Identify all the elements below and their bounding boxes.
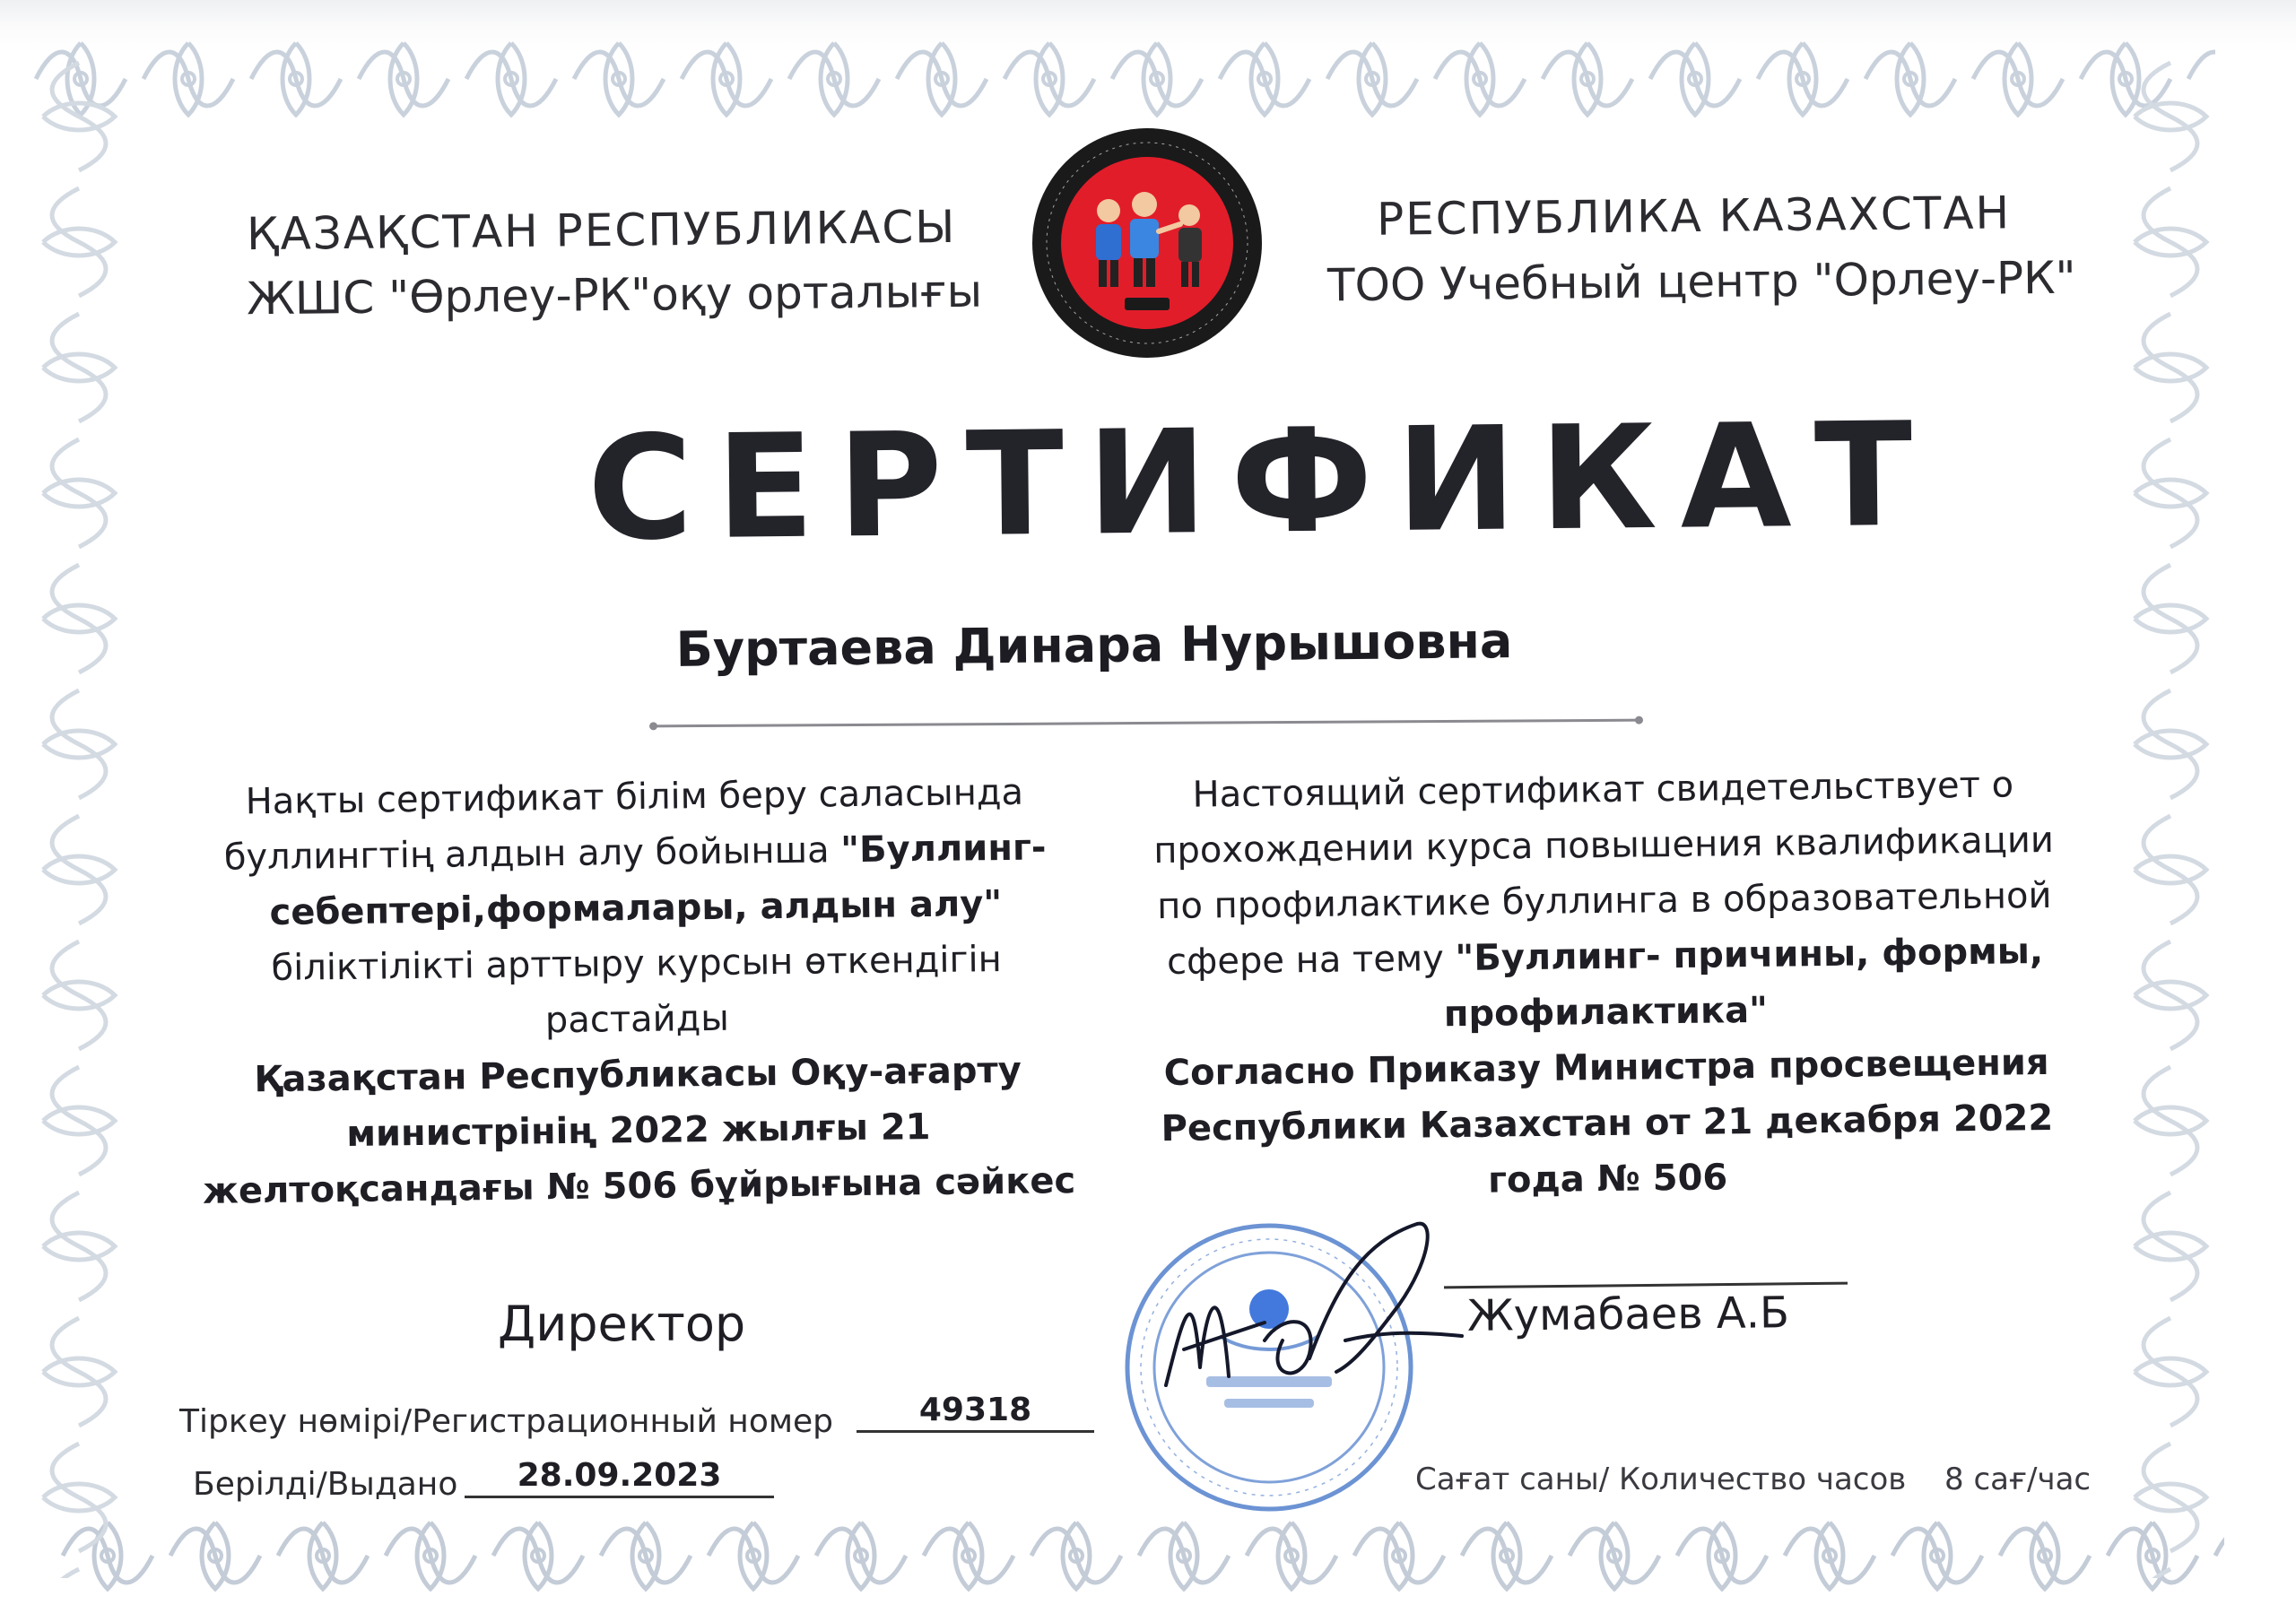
kz-order-ref-3: желтоқсандағы № 506 бұйрығына сәйкес <box>202 1160 1076 1212</box>
ru-line-2: прохождении курса повышения квалификации <box>1153 819 2055 872</box>
ornament-border-top <box>27 34 2215 124</box>
ru-certificate-text <box>1118 756 2092 1212</box>
ru-order-ref-1: Согласно Приказу Министра просвещения <box>1163 1041 2049 1095</box>
issued-date: 28.09.2023 <box>465 1457 774 1498</box>
ru-course-title-start: "Буллинг- причины, формы, <box>1455 931 2044 980</box>
signer-name: Жумабаев А.Б <box>1466 1288 1790 1341</box>
ru-line-3: по профилактике буллинга в образовательной <box>1156 874 2052 928</box>
recipient-underline <box>653 719 1639 728</box>
ornament-border-bottom <box>54 1515 2224 1596</box>
registration-number: 49318 <box>857 1392 1094 1433</box>
kz-line-1: Нақты сертификат білім беру саласында <box>245 771 1024 823</box>
header-kz-organization: ЖШС "Өрлеу-РК"оқу орталығы <box>246 265 983 325</box>
ru-line-8 <box>1123 1145 2092 1212</box>
ru-course-title-end: профилактика" <box>1443 989 1769 1036</box>
hours-label: Сағат саны/ Количество часов <box>1415 1462 1907 1497</box>
kz-line-2-plain: буллингтің алдын алу бойынша <box>223 829 841 879</box>
header-ru-organization: ТОО Учебный центр "Орлеу-РК" <box>1326 251 2076 312</box>
kz-line-6 <box>198 1042 1078 1108</box>
ornament-border-right <box>2117 54 2224 1578</box>
ru-line-4 <box>1120 923 2090 990</box>
header-kz-country: ҚАЗАҚСТАН РЕСПУБЛИКАСЫ <box>246 200 957 261</box>
ornament-border-left <box>25 54 133 1578</box>
registration-label: Тіркеу нөмірі/Регистрационный номер <box>179 1403 834 1440</box>
hours-value: 8 сағ/час <box>1944 1462 2092 1497</box>
header-ru-country: РЕСПУБЛИКА КАЗАХСТАН <box>1376 186 2012 246</box>
ru-order-ref-2: Республики Казахстан от 21 декабря 2022 <box>1161 1097 2054 1150</box>
director-signature <box>1130 1206 1471 1439</box>
ru-order-ref-3: года № 506 <box>1487 1157 1728 1201</box>
ru-line-7 <box>1123 1089 2092 1157</box>
kz-course-title-end: себептері,формалары, алдын алу" <box>269 883 1003 933</box>
ru-line-4-plain: сфере на тему <box>1166 938 1456 983</box>
director-label: Директор <box>498 1296 746 1352</box>
issued-label: Берілді/Выдано <box>193 1466 458 1503</box>
kz-line-4: біліктілікті арттыру курсын өткендігін <box>271 939 1003 989</box>
recipient-name: Буртаева Динара Нурышовна <box>675 612 1513 678</box>
certificate-title: СЕРТИФИКАТ <box>587 390 1937 573</box>
ru-line-1: Настоящий сертификат свидетельствует о <box>1192 764 2014 816</box>
kz-line-5: растайды <box>544 997 730 1042</box>
kz-order-ref-1: Қазақстан Республикасы Оқу-ағарту <box>254 1049 1022 1101</box>
kz-order-ref-2: министрінің 2022 жылғы 21 <box>346 1106 931 1155</box>
anti-bullying-logo <box>1030 126 1265 360</box>
kz-certificate-text <box>195 764 1079 1219</box>
kz-line-8 <box>199 1153 1079 1219</box>
kz-course-title-start: "Буллинг- <box>839 827 1047 872</box>
